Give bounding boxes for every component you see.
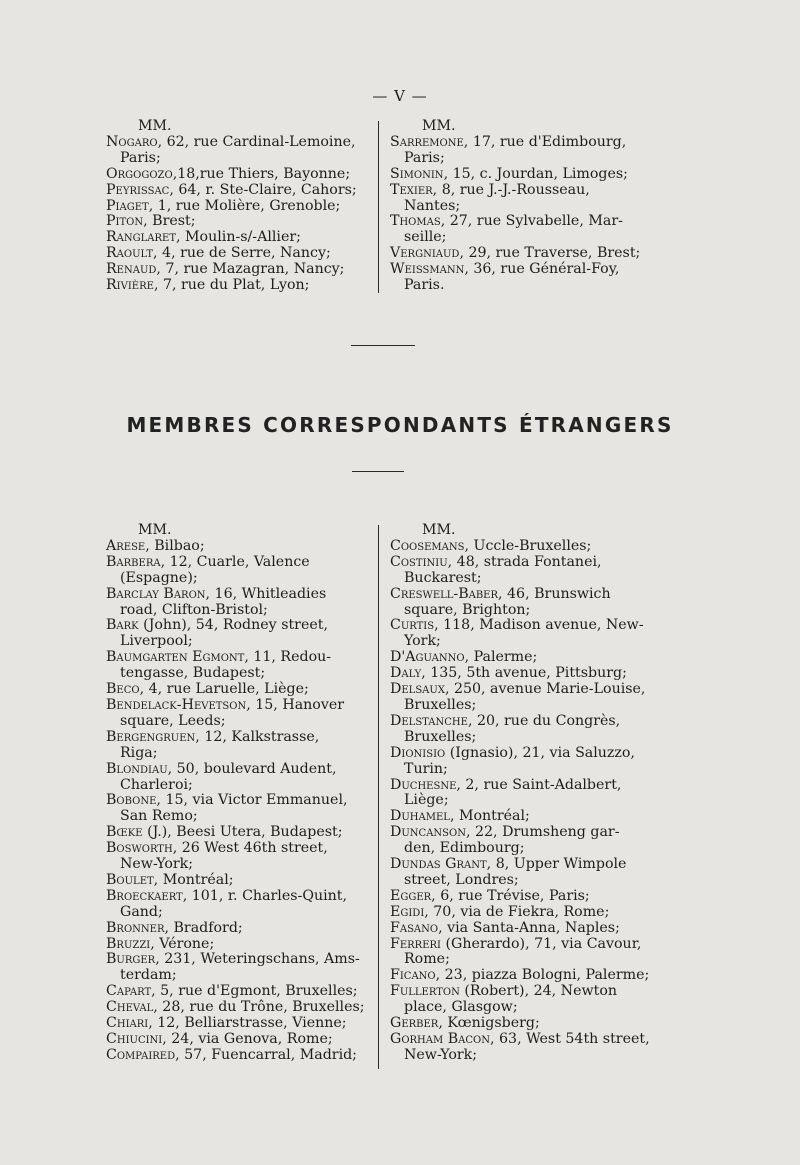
member-entry [106, 984, 376, 1000]
member-address: , Palerme; [464, 649, 538, 666]
member-entry [106, 214, 376, 230]
member-address: ,18,rue Thiers, Bayonne; [172, 165, 351, 182]
member-entry [106, 555, 376, 587]
top-left-column [106, 119, 376, 294]
member-name: Texier [390, 181, 433, 198]
member-entry [106, 698, 376, 730]
member-address: , Montréal; [449, 808, 530, 825]
column-header: MM. [422, 522, 456, 538]
member-address-continuation: Paris; [120, 149, 161, 166]
member-name: Ferreri [390, 935, 441, 952]
member-name: Duchesne [390, 776, 457, 793]
member-name: Duhamel [390, 808, 450, 825]
column-header: MM. [422, 118, 456, 134]
member-entry [390, 1032, 652, 1064]
member-address: (Gherardo), 71, via Cavour, [440, 935, 642, 952]
member-entry [390, 809, 652, 825]
member-entry [106, 199, 376, 215]
member-address: , 50, boulevard Audent, [167, 760, 337, 777]
member-entry [390, 825, 652, 857]
bottom-member-list [106, 523, 651, 1073]
member-name: D'Aguanno [390, 649, 465, 666]
bottom-left-column [106, 523, 376, 1064]
member-name: Bronner [106, 919, 165, 936]
member-name: Delsaux [390, 681, 445, 698]
member-address-continuation: (Espagne); [120, 569, 198, 586]
member-address-continuation: place, Glasgow; [404, 999, 518, 1016]
member-entry [106, 825, 376, 841]
member-name: Fasano [390, 919, 439, 936]
section-heading: MEMBRES CORRESPONDANTS ÉTRANGERS [126, 413, 674, 437]
member-name: Simonin [390, 165, 444, 182]
member-address: , 17, rue d'Edimbourg, [463, 133, 627, 150]
member-name: Boulet [106, 871, 154, 888]
member-name: Raoult [106, 245, 154, 262]
member-entry [106, 167, 376, 183]
member-name: Chiucini [106, 1031, 163, 1047]
member-entry [106, 1048, 376, 1064]
member-entry [106, 183, 376, 199]
member-name: Thomas [390, 213, 441, 230]
member-entry [390, 968, 652, 984]
member-entry [390, 1016, 652, 1032]
member-address: , 23, piazza Bologni, Palerme; [435, 967, 650, 984]
member-address: (Robert), 24, Newton [459, 983, 618, 1000]
member-entry [390, 650, 652, 666]
member-address: , 26 West 46th street, [172, 840, 328, 857]
section-rule-upper [351, 345, 415, 346]
member-address: , Moulin-s/-Allier; [176, 229, 301, 246]
member-address: , 22, Drumsheng gar- [465, 824, 620, 841]
member-name: Egidi [390, 903, 425, 920]
member-address-continuation: seille; [404, 229, 447, 246]
member-name: Coosemans [390, 537, 465, 554]
member-name: Piton [106, 213, 144, 230]
member-name: Bobone [106, 792, 157, 809]
member-address: , 135, 5th avenue, Pittsburg; [421, 665, 627, 682]
member-address: , 12, Belliarstrasse, Vienne; [148, 1015, 347, 1032]
member-name: Costiniu [390, 553, 448, 570]
member-name: Delstanche [390, 712, 468, 729]
member-address: , 4, rue de Serre, Nancy; [153, 245, 331, 262]
member-address-continuation: York; [404, 633, 441, 650]
member-address: , Kœnigsberg; [438, 1015, 540, 1032]
member-address: , 12, Cuarle, Valence [160, 553, 310, 570]
member-address-continuation: square, Brighton; [404, 601, 531, 618]
member-address: , 46, Brunswich [498, 585, 611, 602]
member-name: Barbera [106, 553, 161, 570]
member-address-continuation: Liège; [404, 792, 449, 809]
member-name: Bendelack-Hevetson [106, 696, 247, 713]
member-address-continuation: Buckarest; [404, 569, 482, 586]
member-name: Beco [106, 681, 140, 698]
member-entry [106, 730, 376, 762]
member-address: , 15, c. Jourdan, Limoges; [443, 165, 628, 182]
member-address-continuation: street, Londres; [404, 871, 519, 888]
member-address: , 118, Madison avenue, New- [434, 617, 644, 634]
member-entry [390, 246, 652, 262]
member-entry [106, 889, 376, 921]
member-address: , 63, West 54th street, [490, 1031, 650, 1047]
member-name: Chiari [106, 1015, 149, 1032]
member-name: Bruzzi [106, 935, 151, 952]
column-divider [378, 121, 379, 293]
member-name: Blondiau [106, 760, 168, 777]
member-entry [106, 539, 376, 555]
member-entry [106, 921, 376, 937]
member-address-continuation: Paris; [404, 149, 445, 166]
member-name: Cheval [106, 999, 154, 1016]
member-address: , 250, avenue Marie-Louise, [444, 681, 646, 698]
member-address: , 11, Redou- [244, 649, 332, 666]
member-entry [390, 555, 652, 587]
member-entry [390, 778, 652, 810]
member-entry [390, 682, 652, 714]
section-rule-lower [352, 471, 404, 472]
member-address-continuation: Bruxelles; [404, 696, 477, 713]
member-address: , 12, Kalkstrasse, [195, 728, 320, 745]
member-entry [106, 952, 376, 984]
member-address: , 7, rue Mazagran, Nancy; [156, 261, 345, 278]
member-entry [106, 1016, 376, 1032]
member-address: , 29, rue Traverse, Brest; [459, 245, 641, 262]
member-name: Bosworth [106, 840, 173, 857]
column-divider [378, 525, 379, 1069]
member-address: , via Santa-Anna, Naples; [438, 919, 620, 936]
member-entry [390, 666, 652, 682]
member-address: , 5, rue d'Egmont, Bruxelles; [151, 983, 358, 1000]
member-entry [390, 183, 652, 215]
member-address-continuation: New-York; [404, 1046, 478, 1063]
column-header: MM. [138, 522, 172, 538]
member-entry [106, 762, 376, 794]
member-entry [390, 618, 652, 650]
member-name: Piaget [106, 197, 149, 214]
member-name: Sarremone [390, 133, 464, 150]
member-entry [106, 1032, 376, 1048]
member-address: , 62, rue Cardinal-Lemoine, [157, 133, 356, 150]
member-address: , 70, via de Fiekra, Rome; [424, 903, 610, 920]
member-entry [106, 135, 376, 167]
member-name: Peyrissac [106, 181, 170, 198]
member-name: Gorham Bacon [390, 1031, 490, 1047]
member-name: Baumgarten Egmont [106, 649, 245, 666]
member-address-continuation: San Remo; [120, 808, 198, 825]
member-address: , 24, via Genova, Rome; [162, 1031, 333, 1047]
member-address-continuation: Riga; [120, 744, 158, 761]
member-name: Egger [390, 887, 432, 904]
member-address-continuation: road, Clifton-Bristol; [120, 601, 268, 618]
member-address: , 7, rue du Plat, Lyon; [153, 277, 310, 294]
member-entry [106, 1000, 376, 1016]
member-name: Vergniaud [390, 245, 460, 262]
top-right-column [390, 119, 652, 294]
member-name: Barclay Baron [106, 585, 206, 602]
member-address: , 48, strada Fontanei, [447, 553, 602, 570]
member-address: , 57, Fuencarral, Madrid; [175, 1046, 357, 1063]
member-name: Dionisio [390, 744, 446, 761]
column-header: MM. [138, 118, 172, 134]
member-address: , Vérone; [150, 935, 215, 952]
member-entry [390, 905, 652, 921]
member-address: , 16, Whitleadies [205, 585, 327, 602]
member-address: , 6, rue Trévise, Paris; [431, 887, 590, 904]
member-entry [390, 214, 652, 246]
member-entry [106, 841, 376, 873]
member-entry [106, 230, 376, 246]
member-address: , 8, Upper Wimpole [486, 856, 627, 873]
member-name: Weissmann [390, 261, 465, 278]
member-address: , 2, rue Saint-Adalbert, [456, 776, 622, 793]
member-entry [390, 921, 652, 937]
member-address: , 4, rue Laruelle, Liège; [139, 681, 309, 698]
member-address-continuation: terdam; [120, 967, 177, 984]
member-name: Orgogozo [106, 165, 173, 182]
member-address: , 27, rue Sylvabelle, Mar- [440, 213, 623, 230]
member-address: , 8, rue J.-J.-Rousseau, [432, 181, 590, 198]
member-entry [106, 682, 376, 698]
member-name: Burger [106, 951, 156, 968]
member-address-continuation: Charleroi; [120, 776, 193, 793]
member-name: Fullerton [390, 983, 460, 1000]
member-entry [390, 937, 652, 969]
member-address: , 36, rue Général-Foy, [464, 261, 620, 278]
member-address-continuation: Liverpool; [120, 633, 193, 650]
member-entry [390, 714, 652, 746]
member-name: Dundas Grant [390, 856, 487, 873]
member-name: Renaud [106, 261, 157, 278]
member-name: Broeckaert [106, 887, 183, 904]
member-name: Compaired [106, 1046, 176, 1063]
member-name: Gerber [390, 1015, 439, 1032]
member-address: (J.), Beesi Utera, Budapest; [142, 824, 343, 841]
member-address: , Bradford; [164, 919, 243, 936]
page-number: — V — [372, 87, 428, 105]
member-entry [106, 937, 376, 953]
member-entry [390, 167, 652, 183]
member-name: Bark [106, 617, 139, 634]
member-address: , Bilbao; [145, 537, 205, 554]
member-entry [106, 587, 376, 619]
member-name: Bergengruen [106, 728, 196, 745]
member-entry [106, 793, 376, 825]
top-member-list [106, 119, 651, 299]
member-entry [390, 587, 652, 619]
member-address-continuation: Bruxelles; [404, 728, 477, 745]
member-entry [106, 246, 376, 262]
member-entry [390, 135, 652, 167]
member-entry [390, 746, 652, 778]
member-address-continuation: Gand; [120, 903, 163, 920]
member-entry [390, 857, 652, 889]
member-address-continuation: Rome; [404, 951, 450, 968]
member-address: (Ignasio), 21, via Saluzzo, [445, 744, 635, 761]
member-name: Nogaro [106, 133, 158, 150]
member-address-continuation: square, Leeds; [120, 712, 226, 729]
member-address: , 28, rue du Trône, Bruxelles; [153, 999, 365, 1016]
member-name: Arese [106, 537, 146, 554]
member-name: Bœke [106, 824, 143, 841]
member-address-continuation: den, Edimbourg; [404, 840, 525, 857]
member-entry [106, 262, 376, 278]
member-name: Ficano [390, 967, 436, 984]
member-address-continuation: Turin; [404, 760, 448, 777]
member-name: Daly [390, 665, 422, 682]
member-address-continuation: Nantes; [404, 197, 461, 214]
member-name: Duncanson [390, 824, 466, 841]
member-name: Curtis [390, 617, 435, 634]
member-name: Capart [106, 983, 152, 1000]
member-name: Creswell-Baber [390, 585, 499, 602]
member-address: , 231, Weteringschans, Ams- [155, 951, 360, 968]
member-address: , Montréal; [153, 871, 234, 888]
member-address: (John), 54, Rodney street, [138, 617, 328, 634]
member-address: , 1, rue Molière, Grenoble; [148, 197, 341, 214]
member-entry [106, 618, 376, 650]
member-entry [106, 650, 376, 682]
member-address-continuation: New-York; [120, 856, 194, 873]
member-address: , 101, r. Charles-Quint, [182, 887, 347, 904]
member-entry [106, 278, 376, 294]
member-entry [390, 539, 652, 555]
member-address: , 15, Hanover [246, 696, 345, 713]
member-address: , 64, r. Ste-Claire, Cahors; [169, 181, 357, 198]
member-address: , 20, rue du Congrès, [467, 712, 621, 729]
member-entry [390, 262, 652, 294]
member-address: , Brest; [143, 213, 196, 230]
member-name: Rivière [106, 277, 154, 294]
member-address-continuation: Paris. [404, 277, 445, 294]
member-address-continuation: tengasse, Budapest; [120, 665, 266, 682]
member-entry [106, 873, 376, 889]
member-entry [390, 889, 652, 905]
member-address: , 15, via Victor Emmanuel, [156, 792, 348, 809]
member-address: , Uccle-Bruxelles; [464, 537, 592, 554]
bottom-right-column [390, 523, 652, 1064]
member-name: Ranglaret [106, 229, 177, 246]
member-entry [390, 984, 652, 1016]
